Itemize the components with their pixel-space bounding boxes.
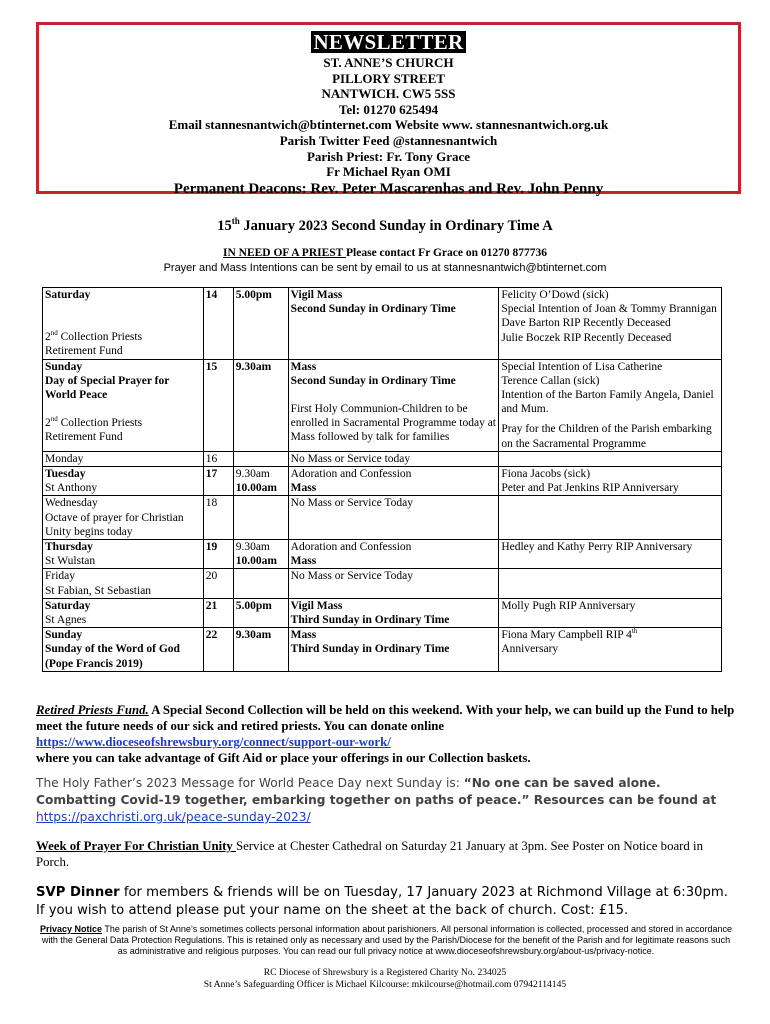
need-priest-line: IN NEED OF A PRIEST Please contact Fr Grace on 01270 877736	[222, 247, 548, 259]
charity-number: RC Diocese of Shrewsbury is a Registered Charity No. 234025	[263, 967, 507, 978]
church-street: PILLORY STREET	[332, 70, 445, 86]
liturgical-date: 15th January 2023 Second Sunday in Ordinary Time A	[217, 216, 553, 234]
table-row: Sunday Day of Special Prayer for World Peace 2nd Collection Priests Retirement Fund 15 9.30am Mass Second Sunday in Ordinary Time First Holy Communion-Children to be enrolled in Sacramental Programme today at Mass followed by talk for families Special Intention of Lisa Catherine Terence Callan (sick) Intention of the Barton Family Angela, Daniel and Mum. Pray for the Children of the Parish embarking on the Sacramental Programme	[43, 359, 722, 451]
church-tel: Tel: 01270 625494	[338, 101, 439, 117]
privacy-notice: Privacy Notice The parish of St Anne’s sometimes collects personal information about parishioners. All personal information is collected, processed and stored in accordance with the General Data Protection Regulations. This is retained only as necessary and used by the Parish/Diocese for the benefit of the Parish and for legitimate reasons such as administrative and religious purposes. You can read our full privacy notice at www.dioceseofshrewsbury.org/about-us/privacy-notice.	[39, 924, 733, 956]
twitter-feed: Parish Twitter Feed @stannesnantwich	[279, 132, 498, 148]
table-row: Friday St Fabian, St Sebastian 20 No Mass or Service Today	[43, 569, 722, 598]
table-row: Saturday 2nd Collection Priests Retirement Fund 14 5.00pm Vigil Mass Second Sunday in Ordinary Time Felicity O’Dowd (sick) Special Intention of Joan & Tommy Brannigan Dave Barton RIP Recently Deceased Julie Boczek RIP Recently Deceased	[43, 288, 722, 360]
table-row: Monday 16 No Mass or Service today	[43, 451, 722, 466]
church-town: NANTWICH. CW5 5SS	[321, 86, 456, 102]
christian-unity-notice: Week of Prayer For Christian Unity Service at Chester Cathedral on Saturday 21 January at 3pm. See Poster on Notice board in Porch.	[36, 839, 703, 869]
safeguarding-officer: St Anne’s Safeguarding Officer is Michael Kilcourse: mkilcourse@hotmail.com 07942114145	[203, 979, 567, 990]
newsletter-header	[36, 22, 741, 197]
diocese-donate-link[interactable]: https://www.dioceseofshrewsbury.org/connect/support-our-work/	[36, 735, 391, 749]
intentions-email-line: Prayer and Mass Intentions can be sent by email to us at stannesnantwich@btinternet.com	[163, 262, 607, 274]
table-row: Wednesday Octave of prayer for Christian Unity begins today 18 No Mass or Service Today	[43, 496, 722, 540]
second-priest: Fr Michael Ryan OMI	[326, 164, 451, 180]
retired-priests-fund-notice: Retired Priests Fund. A Special Second Collection will be held on this weekend. With your help, we can build up the Fund to help meet the future needs of our sick and retired priests. You can donate online https://www.dioceseofshrewsbury.org/connect/support-our-work/ where you can take advantage of Gift Aid or place your offerings in our Collection baskets.	[36, 703, 735, 765]
table-row: Thursday St Wulstan 19 9.30am 10.00am Adoration and Confession Mass Hedley and Kathy Perry RIP Anniversary	[43, 540, 722, 569]
newsletter-title: NEWSLETTER	[313, 30, 464, 54]
paxchristi-link[interactable]: https://paxchristi.org.uk/peace-sunday-2023/	[36, 810, 311, 824]
email-website: Email stannesnantwich@btinternet.com Website www. stannesnantwich.org.uk	[168, 117, 609, 133]
table-row: Saturday St Agnes 21 5.00pm Vigil Mass Third Sunday in Ordinary Time Molly Pugh RIP Anniversary	[43, 598, 722, 627]
permanent-deacons: Permanent Deacons: Rev. Peter Mascarenhas and Rev. John Penny	[173, 180, 604, 197]
mass-schedule-table	[42, 287, 722, 672]
world-peace-day-notice: The Holy Father’s 2023 Message for World Peace Day next Sunday is: “No one can be saved alone. Combatting Covid-19 together, embarking together on paths of peace.” Resources can be found at https://paxchristi.org.uk/peace-sunday-2023/	[36, 776, 717, 824]
parish-priest: Parish Priest: Fr. Tony Grace	[306, 148, 471, 164]
table-row: Tuesday St Anthony 17 9.30am 10.00am Adoration and Confession Mass Fiona Jacobs (sick) Peter and Pat Jenkins RIP Anniversary	[43, 467, 722, 496]
church-name: ST. ANNE’S CHURCH	[323, 55, 454, 70]
table-row: Sunday Sunday of the Word of God (Pope Francis 2019) 22 9.30am Mass Third Sunday in Ordinary Time Fiona Mary Campbell RIP 4th Anniversary	[43, 628, 722, 672]
svp-dinner-notice: SVP Dinner for members & friends will be on Tuesday, 17 January 2023 at Richmond Village at 6:30pm. If you wish to attend please put your name on the sheet at the back of church. Cost: £15.	[36, 885, 728, 918]
